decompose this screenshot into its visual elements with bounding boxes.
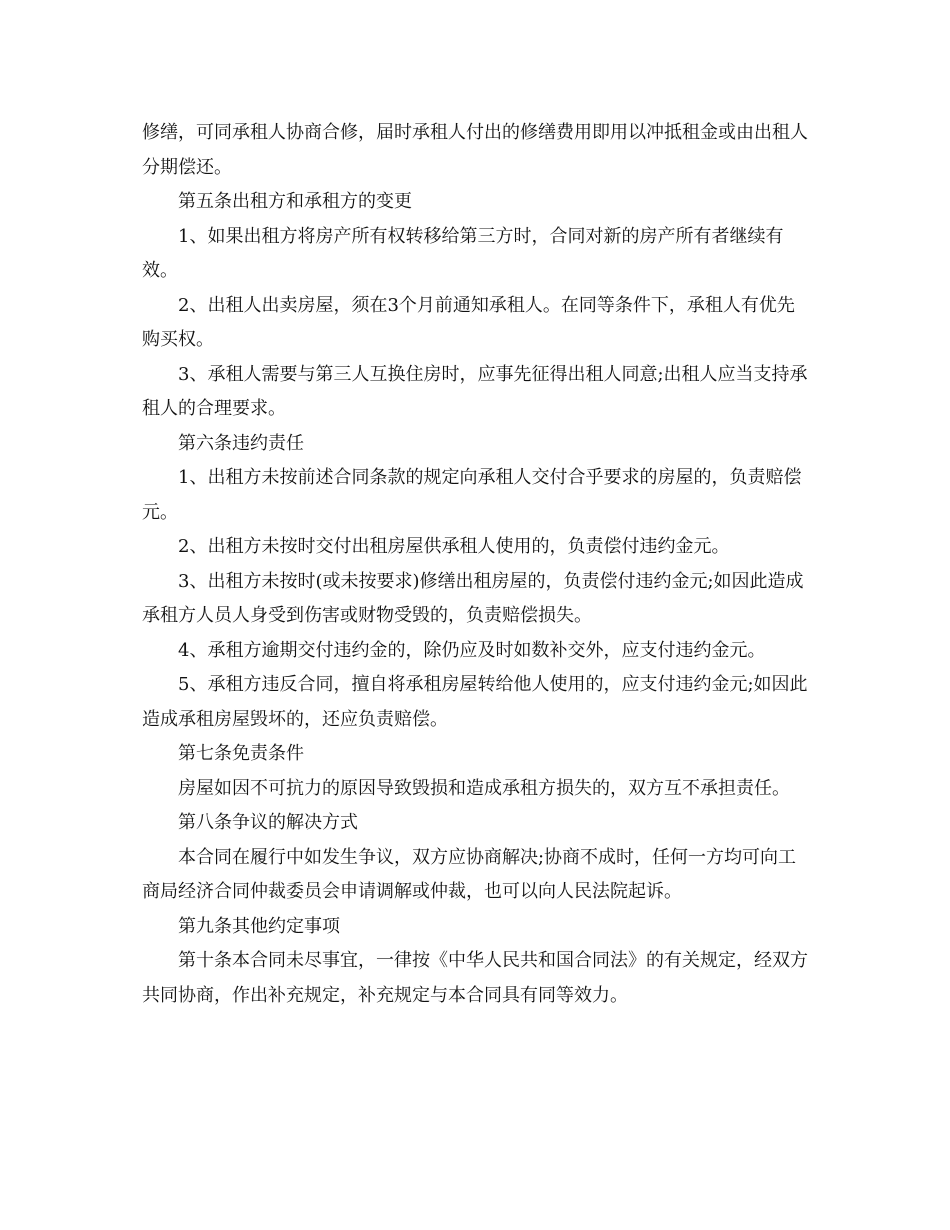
- article-5-clause-3: 3、承租人需要与第三人互换住房时，应事先征得出租人同意;出租人应当支持承租人的合理要求。: [142, 363, 808, 419]
- article-9-heading: 第九条其他约定事项: [178, 915, 340, 937]
- article-6-heading: 第六条违约责任: [178, 432, 304, 454]
- article-5-clause-2: 2、出租人出卖房屋，须在3个月前通知承租人。在同等条件下，承租人有优先购买权。: [142, 294, 795, 350]
- article-6-clause-4: 4、承租方逾期交付违约金的，除仍应及时如数补交外，应支付违约金元。: [178, 639, 766, 661]
- article-7-heading: 第七条免责条件: [178, 743, 304, 764]
- article-6-clause-2: 2、出租方未按时交付出租房屋供承租人使用的，负责偿付违约金元。: [178, 536, 730, 557]
- article-8-heading: 第八条争议的解决方式: [178, 812, 358, 833]
- article-5-clause-1: 1、如果出租方将房产所有权转移给第三方时，合同对新的房产所有者继续有效。: [142, 225, 784, 281]
- article-6-clause-1: 1、出租方未按前述合同条款的规定向承租人交付合乎要求的房屋的，负责赔偿元。: [142, 467, 802, 523]
- article-10-body: 第十条本合同未尽事宜，一律按《中华人民共和国合同法》的有关规定，经双方共同协商，作出补充规定，补充规定与本合同具有同等效力。: [142, 950, 808, 1006]
- article-5-heading: 第五条出租方和承租方的变更: [178, 191, 412, 212]
- paragraph-repair-continuation: 修缮，可同承租人协商合修，届时承租人付出的修缮费用即用以冲抵租金或由出租人分期偿还。: [142, 122, 808, 178]
- article-8-body: 本合同在履行中如发生争议，双方应协商解决;协商不成时，任何一方均可向工商局经济合同仲裁委员会申请调解或仲裁，也可以向人民法院起诉。: [142, 846, 797, 902]
- article-6-clause-5: 5、承租方违反合同，擅自将承租房屋转给他人使用的，应支付违约金元;如因此造成承租房屋毁坏的，还应负责赔偿。: [142, 674, 808, 730]
- document-body: [142, 116, 810, 1013]
- article-6-clause-3: 3、出租方未按时(或未按要求)修缮出租房屋的，负责偿付违约金元;如因此造成承租方人员人身受到伤害或财物受毁的，负责赔偿损失。: [142, 570, 804, 626]
- article-7-body: 房屋如因不可抗力的原因导致毁损和造成承租方损失的，双方互不承担责任。: [178, 777, 790, 799]
